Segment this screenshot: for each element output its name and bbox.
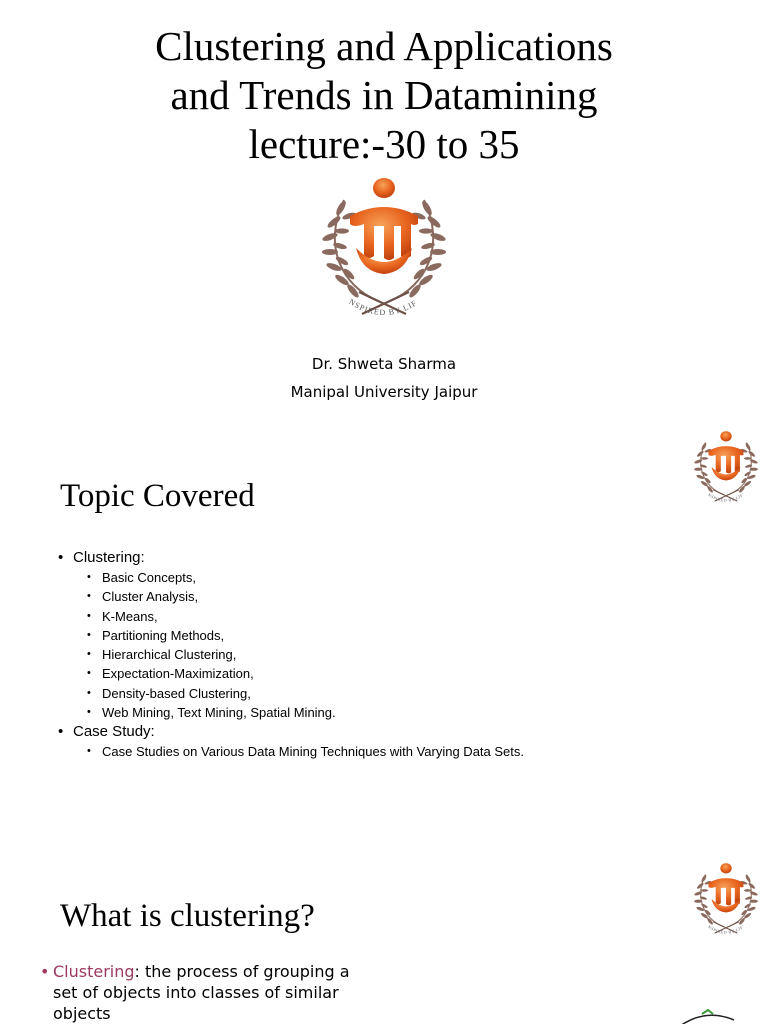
subtopic-item: • Web Mining, Text Mining, Spatial Mining. [58,703,748,722]
subtopic-item: • Case Studies on Various Data Mining Techniques with Varying Data Sets. [58,742,748,761]
topics-slide [0,420,768,820]
title-line-2: and Trends in Datamining [170,72,598,118]
topic-list [58,548,748,762]
subtopic-item: • Expectation-Maximization, [58,664,748,683]
subtopic-item: • Basic Concepts, [58,568,748,587]
slide-title [0,22,768,169]
title-line-3: lecture:-30 to 35 [248,121,520,167]
title-line-1: Clustering and Applications [155,23,613,69]
subtopic-item: • Cluster Analysis, [58,587,748,606]
subtopic-item: • Density-based Clustering, [58,684,748,703]
university-logo [314,176,454,331]
institution-name: Manipal University Jaipur [290,383,478,401]
subtopic-item: • Hierarchical Clustering, [58,645,748,664]
term-clustering: Clustering [53,962,135,981]
topic-item: • Case Study: [58,722,748,742]
author-name: Dr. Shweta Sharma [311,355,457,373]
definition-bullet [40,961,350,1024]
university-logo-small [690,862,762,942]
title-slide [0,0,768,420]
subtopic-item: • K-Means, [58,607,748,626]
slide-heading: Topic Covered [60,478,255,514]
slide-heading: What is clustering? [60,898,315,934]
topic-item: • Clustering: [58,548,748,568]
subtopic-item: • Partitioning Methods, [58,626,748,645]
definition-text [40,961,350,1024]
partial-figure [676,1006,736,1024]
definition-slide [0,840,768,1024]
bullet-dot: • [40,962,50,981]
university-logo-small [690,430,762,510]
definition-body: : the process of grouping a set of objects into classes of similar objects [53,962,350,1023]
author-block [0,350,768,406]
